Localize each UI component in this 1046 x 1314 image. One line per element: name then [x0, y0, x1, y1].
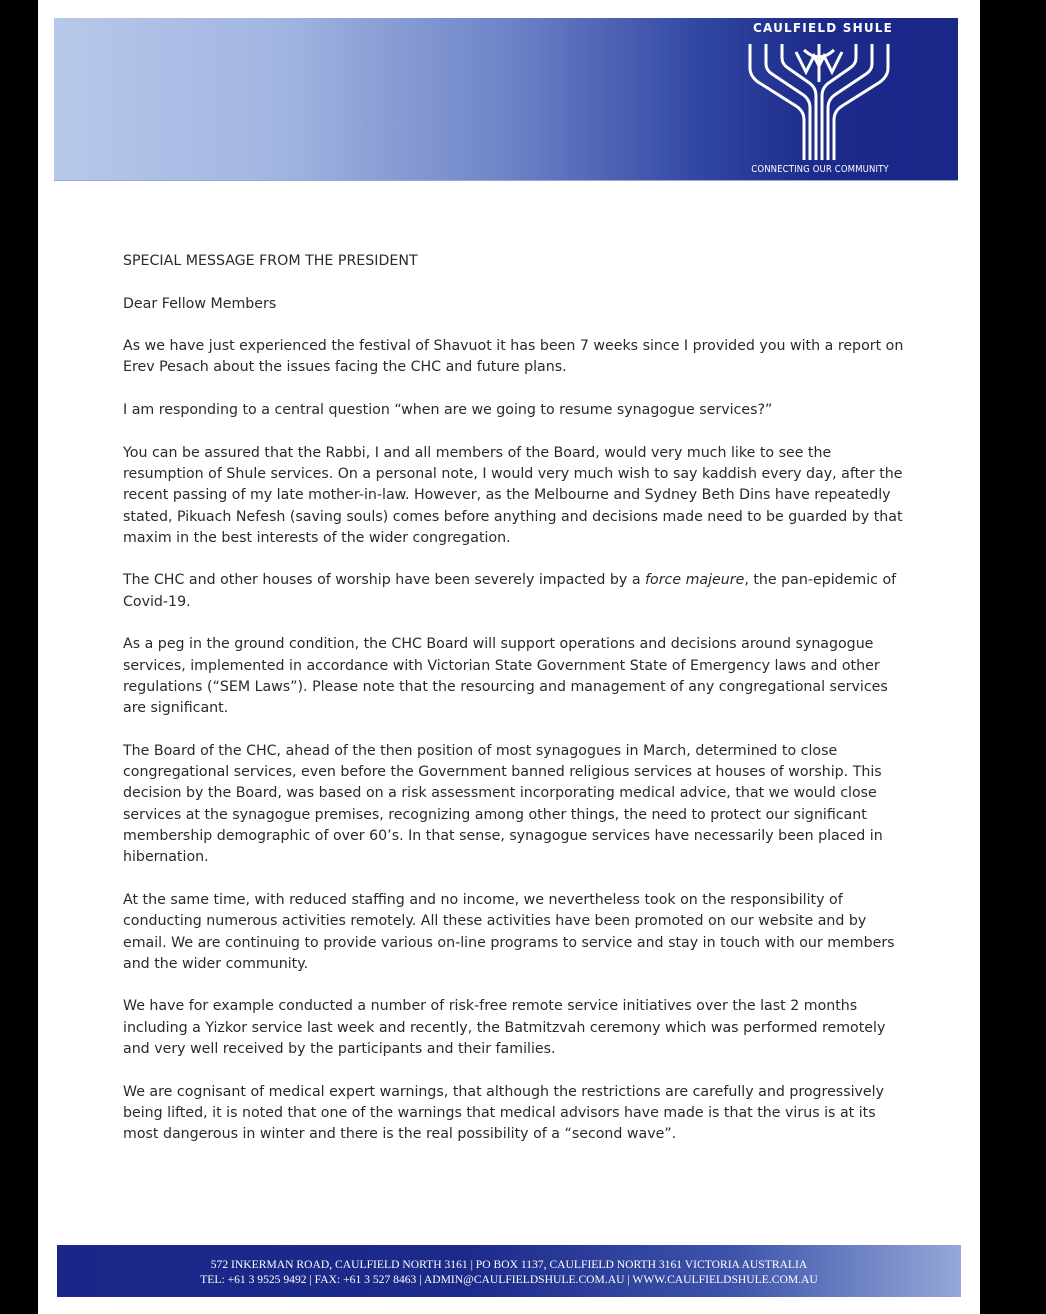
letterhead-banner	[54, 18, 958, 181]
paragraph-4	[123, 570, 913, 613]
paragraph-9: We are cognisant of medical expert warnings, that although the restrictions are carefully and progressively being lifted, it is noted that one of the warnings that medical advisors have made is that the virus is at its most dangerous in winter and there is the real possibility of a “second wave”.	[123, 1083, 884, 1143]
logo-title: CAULFIELD SHULE	[752, 21, 894, 35]
menorah-logo-icon	[744, 42, 894, 160]
paragraph-1: As we have just experienced the festival of Shavuot it has been 7 weeks since I provided you with a report on Erev Pesach about the issues facing the CHC and future plans.	[123, 338, 904, 376]
letterhead-footer	[57, 1245, 961, 1297]
letter-heading: SPECIAL MESSAGE FROM THE PRESIDENT	[123, 253, 418, 269]
letter-body	[123, 251, 913, 1167]
paragraph-3: You can be assured that the Rabbi, I and all members of the Board, would very much like to see the resumption of Shule services. On a personal note, I would very much wish to say kaddish every day, after the recent passing of my late mother-in-law. However, as the Melbourne and Sydney Beth Dins have repeatedly stated, Pikuach Nefesh (saving souls) comes before anything and decisions made need to be guarded by that maxim in the best interests of the wider congregation.	[123, 444, 903, 546]
paragraph-4-italic: force majeure	[645, 572, 745, 589]
paragraph-2: I am responding to a central question “when are we going to resume synagogue services?”	[123, 402, 773, 419]
logo-tagline: CONNECTING OUR COMMUNITY	[751, 164, 889, 175]
letter-salutation: Dear Fellow Members	[123, 295, 277, 312]
letter-page	[38, 0, 980, 1314]
paragraph-5: As a peg in the ground condition, the CHC Board will support operations and decisions around synagogue services, implemented in accordance with Victorian State Government State of Emergency laws and other regulations (“SEM Laws”). Please note that the resourcing and management of any congregational services are significant.	[123, 636, 888, 717]
footer-address: 572 INKERMAN ROAD, CAULFIELD NORTH 3161 | PO BOX 1137, CAULFIELD NORTH 3161 VICTORIA AUSTRALIA	[210, 1258, 808, 1271]
paragraph-4-start: The CHC and other houses of worship have been severely impacted by a	[123, 572, 646, 589]
paragraph-4-end: , the pan-epidemic of Covid-19.	[123, 572, 897, 610]
paragraph-6: The Board of the CHC, ahead of the then position of most synagogues in March, determined to close congregational services, even before the Government banned religious services at houses of worship. This decision by the Board, was based on a risk assessment incorporating medical advice, that we would close services at the synagogue premises, recognizing among other things, the need to protect our significant membership demographic of over 60’s. In that sense, synagogue services have necessarily been placed in hibernation.	[123, 742, 883, 866]
paragraph-7: At the same time, with reduced staffing and no income, we nevertheless took on the responsibility of conducting numerous activities remotely. All these activities have been promoted on our website and by email. We are continuing to provide various on-line programs to service and stay in touch with our members and the wider community.	[123, 891, 895, 972]
footer-contacts: TEL: +61 3 9525 9492 | FAX: +61 3 527 8463 | ADMIN@CAULFIELDSHULE.COM.AU | WWW.CAULFIELDSHULE.COM.AU	[200, 1273, 818, 1286]
paragraph-8: We have for example conducted a number of risk-free remote service initiatives over the last 2 months including a Yizkor service last week and recently, the Batmitzvah ceremony which was performed remotely and very well received by the participants and their families.	[123, 998, 886, 1057]
